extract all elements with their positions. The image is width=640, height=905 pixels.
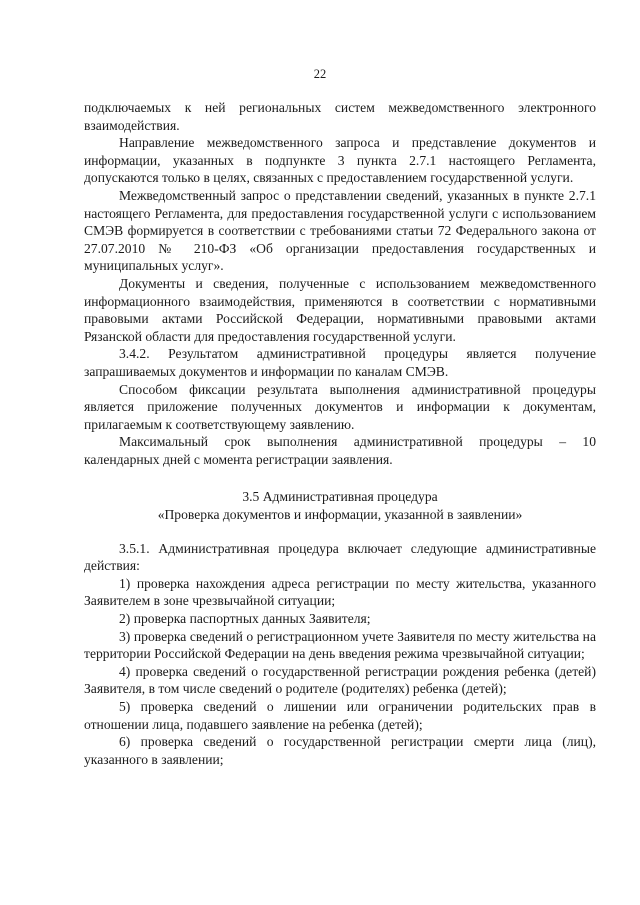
paragraph: 6) проверка сведений о государственной регистрации смерти лица (лиц), указанного в заявлении; (84, 734, 596, 767)
paragraph: 4) проверка сведений о государственной регистрации рождения ребенка (детей) Заявителя, в том числе сведений о родителе (родителях) ребенка (детей); (84, 663, 596, 697)
paragraph: 3.4.2. Результатом административной процедуры является получение запрашиваемых документов и информации по каналам СМЭВ. (84, 346, 596, 379)
paragraphs-before-heading (84, 99, 596, 468)
paragraph: Максимальный срок выполнения административной процедуры – 10 календарных дней с момента регистрации заявления. (84, 434, 596, 467)
section-heading-line-2: «Проверка документов и информации, указанной в заявлении» (157, 507, 523, 523)
paragraph: 3.5.1. Административная процедура включает следующие административные действия: (84, 540, 596, 574)
paragraph: 1) проверка нахождения адреса регистрации по месту жительства, указанного Заявителем в зоне чрезвычайной ситуации; (84, 575, 596, 609)
page-number: 22 (313, 67, 327, 81)
paragraphs-after-heading (84, 540, 596, 769)
document-body (84, 99, 596, 768)
paragraph: 5) проверка сведений о лишении или ограничении родительских прав в отношении лица, подавшего заявление на ребенка (детей); (84, 699, 596, 732)
paragraph: Документы и сведения, полученные с использованием межведомственного информационного взаимодействия, применяются в соответствии с нормативными правовыми актами Российской Федерации, нормативными правовыми актами Рязанской области для предоставления государственной услуги. (84, 275, 596, 344)
paragraph: Межведомственный запрос о представлении сведений, указанных в пункте 2.7.1 настоящего Регламента, для предоставления государственной услуги с использованием СМЭВ формируется в соответствии с требованиями статьи 72 Федерального закона от 27.07.2010 № 210-ФЗ «Об организации предоставления государственных и муниципальных услуг». (84, 187, 596, 274)
section-heading-line-1: 3.5 Административная процедура (242, 489, 438, 505)
paragraph: Направление межведомственного запроса и представление документов и информации, указанных в подпункте 3 пункта 2.7.1 настоящего Регламента, допускаются только в целях, связанных с предоставлением государственной услуги. (84, 135, 596, 186)
paragraph: 2) проверка паспортных данных Заявителя; (119, 611, 371, 627)
section-heading (84, 488, 596, 523)
paragraph: 3) проверка сведений о регистрационном учете Заявителя по месту жительства на территории Российской Федерации на день введения режима чрезвычайной ситуации; (84, 628, 596, 662)
paragraph: подключаемых к ней региональных систем межведомственного электронного взаимодействия. (84, 100, 596, 133)
paragraph: Способом фиксации результата выполнения административной процедуры является приложение полученных документов и информации к документам, прилагаемым к соответствующему заявлению. (84, 381, 596, 432)
